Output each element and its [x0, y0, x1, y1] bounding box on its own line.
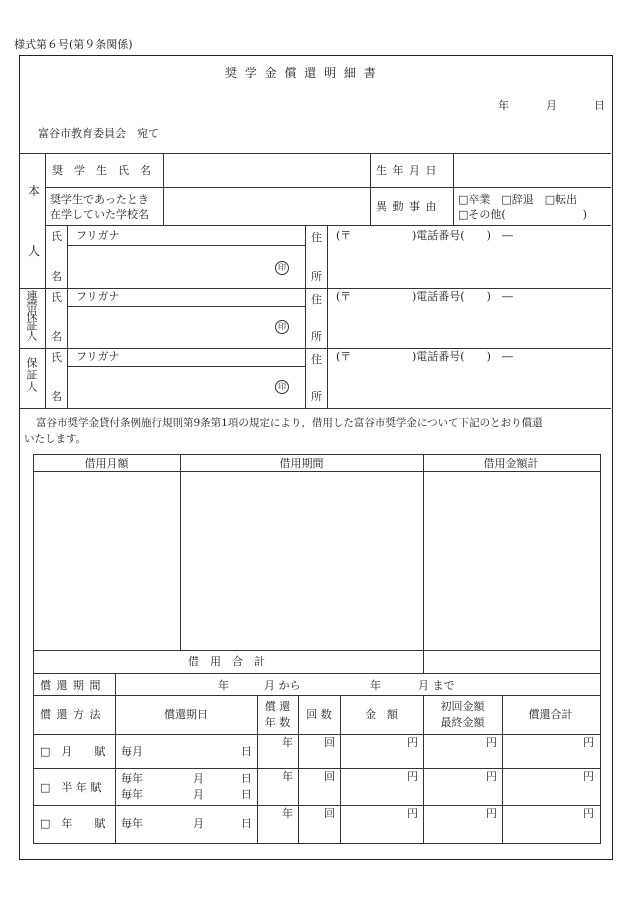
repay-period-year1: 年 — [218, 679, 229, 692]
honnin-name-field[interactable] — [69, 247, 303, 285]
grid-line — [33, 805, 600, 806]
repay-header-total: 償還合計 — [528, 708, 573, 721]
hosho-mei: 名 — [51, 390, 62, 403]
rentai-name-field[interactable] — [69, 308, 303, 346]
hosho-furigana: フリガナ — [76, 350, 120, 363]
reason-label: 異 動 事 由 — [376, 200, 438, 213]
paragraph-line-2: いたします。 — [24, 433, 87, 445]
hosho-seal-icon: 印 — [275, 380, 289, 394]
birth-date-label: 生 年 月 日 — [376, 164, 438, 177]
date-year: 年 — [498, 99, 509, 112]
side-label-honnin-1: 本 — [28, 184, 41, 198]
scholar-name-field[interactable] — [165, 155, 368, 185]
repay-row-halfyear-date-2: 毎年 — [121, 788, 143, 801]
repay-row-halfyear-first: 円 — [486, 770, 497, 783]
school-name-field[interactable] — [165, 189, 368, 223]
grid-line — [163, 153, 164, 225]
scholar-name-label: 奨 学 生 氏 名 — [52, 164, 151, 177]
grid-line — [370, 153, 371, 225]
repay-row-monthly-first: 円 — [486, 736, 497, 749]
side-label-hosho: 保証人 — [25, 357, 38, 393]
hosho-name-field[interactable] — [69, 368, 303, 406]
repay-row-halfyear-day-2: 日 — [241, 788, 252, 801]
addressee: 富谷市教育委員会 宛て — [38, 127, 159, 140]
repay-period-label: 償 還 期 間 — [40, 679, 102, 692]
repay-row-monthly-date: 毎月 — [121, 745, 143, 758]
birth-date-field[interactable] — [455, 155, 609, 185]
repay-row-monthly-total: 円 — [583, 736, 594, 749]
grid-line — [20, 408, 611, 409]
loan-header-monthly: 借用月額 — [84, 457, 129, 470]
side-label-honnin-2: 人 — [28, 244, 41, 258]
hosho-postal: (〒 — [336, 350, 352, 363]
repay-row-halfyear-day-1: 日 — [241, 772, 252, 785]
repay-row-yearly-years: 年 — [282, 807, 293, 820]
repay-row-yearly-date: 毎年 — [121, 817, 143, 830]
grid-line — [33, 695, 600, 696]
repay-row-monthly-method[interactable]: □ 月 賦 — [40, 745, 106, 758]
grid-line — [67, 245, 305, 246]
grid-line — [67, 366, 305, 367]
date-day: 日 — [594, 99, 605, 112]
repay-row-yearly-first: 円 — [486, 807, 497, 820]
repay-period-month2: 月 まで — [418, 679, 455, 692]
grid-line — [67, 306, 305, 307]
page-title: 奨 学 金 償 還 明 細 書 — [225, 66, 378, 80]
repay-period-month1: 月 から — [264, 679, 301, 692]
grid-line — [453, 153, 454, 225]
section-top-line — [20, 153, 611, 154]
date-month: 月 — [546, 99, 557, 112]
grid-line — [67, 225, 68, 408]
repay-row-halfyear-month-1: 月 — [193, 772, 204, 785]
repay-row-monthly-count: 回 — [324, 736, 335, 749]
rentai-address-field[interactable] — [329, 305, 609, 346]
loan-period-cell[interactable] — [182, 473, 421, 648]
repay-table — [33, 673, 601, 844]
reason-options-1[interactable]: □卒業 □辞退 □転出 — [458, 193, 578, 206]
rentai-phone: )電話番号( ) ― — [412, 290, 513, 303]
grid-line — [115, 673, 116, 843]
grid-line — [33, 471, 600, 472]
school-label-line2: 在学していた学校名 — [50, 208, 149, 221]
repay-row-monthly-years: 年 — [282, 736, 293, 749]
rentai-furigana: フリガナ — [76, 290, 120, 303]
form-number: 様式第６号(第９条関係) — [14, 38, 133, 51]
honnin-address-field[interactable] — [329, 244, 609, 286]
loan-header-total: 借用金額計 — [483, 457, 539, 470]
rentai-seal-icon: 印 — [275, 320, 289, 334]
repay-period-year2: 年 — [370, 679, 381, 692]
repay-row-halfyear-years: 年 — [282, 770, 293, 783]
loan-header-period: 借用期間 — [279, 457, 324, 470]
rentai-sho: 所 — [311, 330, 322, 343]
school-label-line1: 奨学生であったとき — [50, 193, 149, 206]
repay-row-monthly-amount: 円 — [407, 736, 418, 749]
hosho-address-field[interactable] — [329, 365, 609, 406]
repay-header-date: 償還期日 — [164, 708, 208, 721]
grid-line — [20, 288, 611, 289]
grid-line — [180, 454, 181, 650]
grid-line — [45, 225, 611, 226]
grid-line — [33, 650, 600, 651]
rentai-postal: (〒 — [336, 290, 352, 303]
repay-row-yearly-month: 月 — [193, 817, 204, 830]
paragraph-line-1: 富谷市奨学金貸付条例施行規則第9条第1項の規定により，借用した富谷市奨学金について下記のとおり償還 — [36, 417, 543, 429]
repay-row-yearly-total: 円 — [583, 807, 594, 820]
side-label-rentai: 連帯保証人 — [25, 290, 38, 340]
hosho-ju: 住 — [311, 353, 322, 366]
grid-line — [423, 454, 424, 673]
grid-line — [33, 768, 600, 769]
hosho-sho: 所 — [311, 390, 322, 403]
repay-header-years-1: 償 還 — [264, 700, 291, 713]
repay-header-years-2: 年 数 — [264, 716, 291, 729]
honnin-phone: )電話番号( ) ― — [412, 229, 513, 242]
repay-row-halfyear-date-1: 毎年 — [121, 772, 143, 785]
hosho-phone: )電話番号( ) ― — [412, 350, 513, 363]
grid-line — [20, 348, 611, 349]
loan-monthly-cell[interactable] — [35, 473, 178, 648]
repay-row-yearly-method[interactable]: □ 年 賦 — [40, 817, 106, 830]
reason-options-2[interactable]: □その他( ) — [458, 208, 587, 221]
loan-total-label: 借 用 合 計 — [188, 655, 265, 668]
honnin-seal-icon: 印 — [275, 261, 289, 275]
repay-row-yearly-count: 回 — [324, 807, 335, 820]
repay-row-halfyear-month-2: 月 — [193, 788, 204, 801]
repay-header-count: 回 数 — [306, 708, 332, 721]
grid-line — [33, 734, 600, 735]
honnin-ju: 住 — [311, 231, 322, 244]
grid-line — [45, 187, 611, 188]
repay-header-first-2: 最終金額 — [440, 716, 485, 729]
loan-total-cell[interactable] — [425, 473, 597, 648]
side-label-divider — [45, 153, 46, 408]
honnin-mei: 名 — [51, 270, 62, 283]
grid-line — [327, 225, 328, 408]
honnin-shi: 氏 — [51, 230, 62, 243]
loan-grand-total-field[interactable] — [425, 652, 597, 671]
honnin-sho: 所 — [311, 270, 322, 283]
repay-header-first-1: 初回金額 — [440, 700, 485, 713]
honnin-furigana: フリガナ — [76, 229, 120, 242]
honnin-postal: (〒 — [336, 229, 352, 242]
repay-row-halfyear-amount: 円 — [407, 770, 418, 783]
rentai-shi: 氏 — [51, 291, 62, 304]
repay-row-halfyear-method[interactable]: □ 半 年 賦 — [40, 781, 102, 794]
hosho-shi: 氏 — [51, 351, 62, 364]
repay-row-halfyear-total: 円 — [583, 770, 594, 783]
repay-row-halfyear-count: 回 — [324, 770, 335, 783]
rentai-ju: 住 — [311, 293, 322, 306]
grid-line — [305, 225, 306, 408]
repay-header-amount: 金 額 — [365, 708, 398, 721]
repay-row-yearly-day: 日 — [241, 817, 252, 830]
repay-row-monthly-day: 日 — [241, 745, 252, 758]
repay-row-yearly-amount: 円 — [407, 807, 418, 820]
rentai-mei: 名 — [51, 330, 62, 343]
repay-method-label: 償 還 方 法 — [40, 708, 102, 721]
